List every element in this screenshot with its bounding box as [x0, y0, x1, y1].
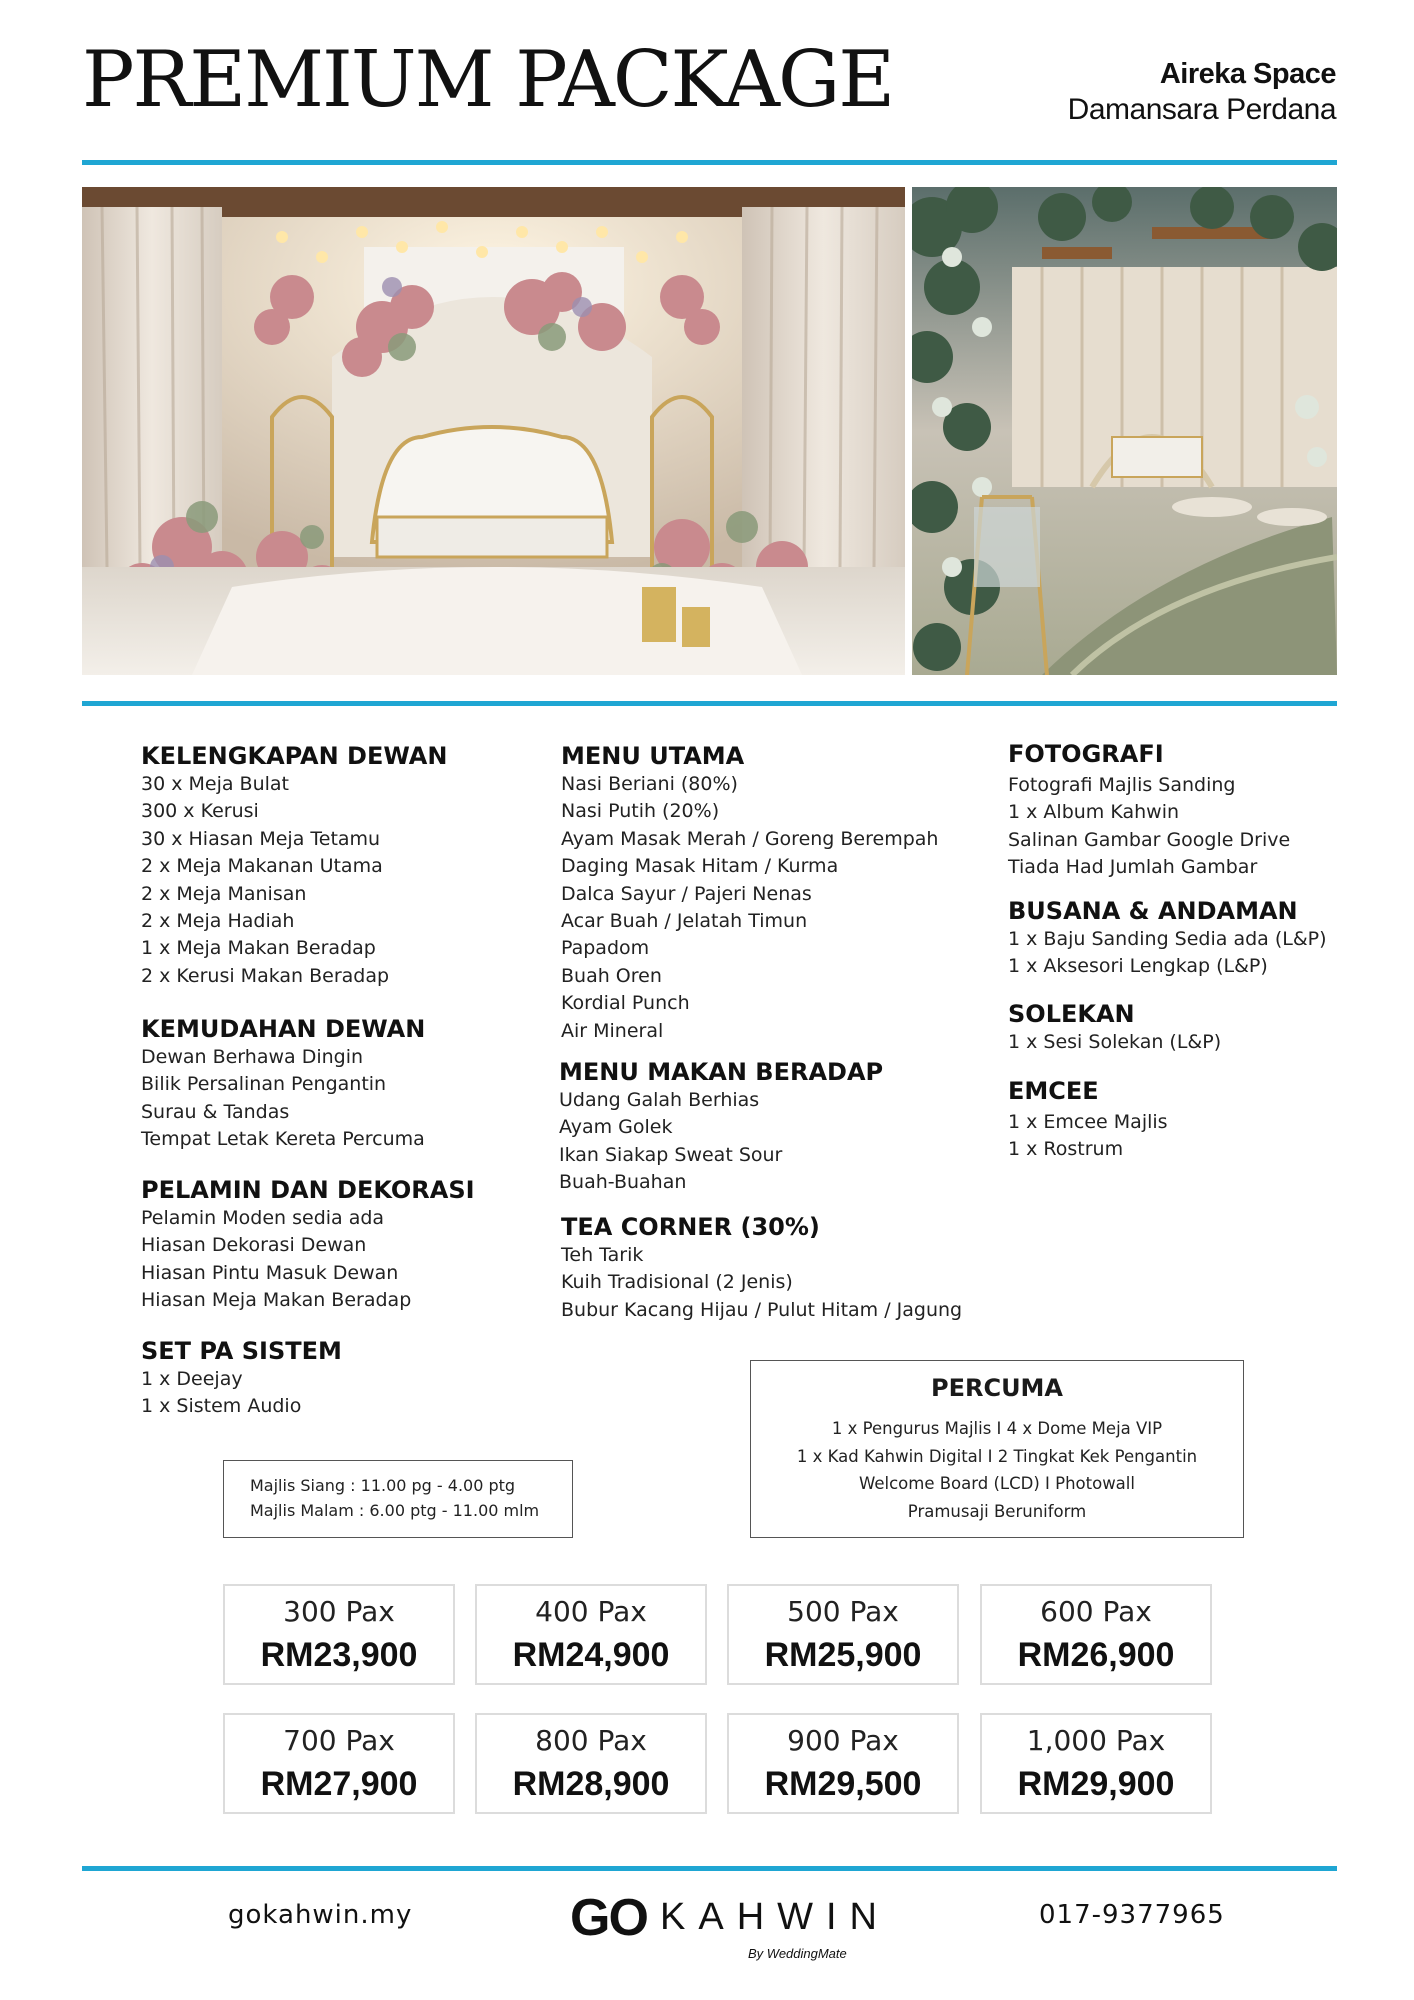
- section-solekan: [1008, 999, 1221, 1056]
- section-emcee: [1008, 1076, 1168, 1164]
- phone-number[interactable]: 017-9377965: [1039, 1900, 1225, 1930]
- section-heading: MENU MAKAN BERADAP: [559, 1058, 884, 1086]
- section-busana-andaman: [1008, 896, 1327, 981]
- price-card: [475, 1713, 707, 1814]
- item-list: [141, 1205, 475, 1315]
- list-item: Daging Masak Hitam / Kurma: [561, 855, 839, 878]
- list-item: Buah Oren: [561, 964, 662, 987]
- percuma-line: Welcome Board (LCD) I Photowall: [859, 1474, 1135, 1493]
- price-card: [475, 1584, 707, 1685]
- section-fotografi: [1008, 739, 1290, 882]
- top-divider: [82, 160, 1337, 165]
- wedding-hall-photo: [912, 187, 1337, 675]
- list-item: Salinan Gambar Google Drive: [1008, 828, 1291, 851]
- section-heading: SOLEKAN: [1008, 1000, 1135, 1028]
- wedding-hall-illustration: [912, 187, 1337, 675]
- percuma-line: 1 x Kad Kahwin Digital I 2 Tingkat Kek Pengantin: [796, 1446, 1198, 1466]
- list-item: Ayam Masak Merah / Goreng Berempah: [561, 827, 939, 850]
- item-list: [561, 1242, 962, 1324]
- list-item: Dalca Sayur / Pajeri Nenas: [561, 882, 812, 905]
- item-list: [1008, 772, 1290, 882]
- price-amount: RM29,900: [1017, 1765, 1175, 1803]
- percuma-box: [750, 1360, 1244, 1538]
- price-card: [223, 1713, 455, 1814]
- bottom-divider: [82, 1866, 1337, 1871]
- price-pax: 1,000 Pax: [1026, 1724, 1166, 1757]
- list-item: Hiasan Meja Makan Beradap: [141, 1289, 412, 1312]
- section-kemudahan-dewan: [141, 1014, 425, 1154]
- price-pax: 400 Pax: [535, 1595, 647, 1628]
- venue-name: Aireka Space: [1159, 58, 1336, 90]
- list-item: Udang Galah Berhias: [559, 1089, 760, 1111]
- event-hours-box: [223, 1460, 573, 1538]
- list-item: 1 x Deejay: [141, 1368, 243, 1390]
- price-pax: 900 Pax: [787, 1724, 899, 1757]
- list-item: Fotografi Majlis Sanding: [1008, 774, 1236, 796]
- list-item: Kuih Tradisional (2 Jenis): [561, 1271, 793, 1294]
- item-list: [1008, 1109, 1168, 1164]
- section-heading: EMCEE: [1008, 1077, 1099, 1105]
- price-amount: RM23,900: [260, 1636, 418, 1674]
- section-heading: SET PA SISTEM: [141, 1337, 342, 1365]
- list-item: 1 x Rostrum: [1008, 1138, 1124, 1161]
- price-card: [223, 1584, 455, 1685]
- price-card: [727, 1584, 959, 1685]
- price-card: [980, 1584, 1212, 1685]
- list-item: 1 x Meja Makan Beradap: [141, 937, 376, 960]
- list-item: 2 x Meja Manisan: [141, 882, 307, 905]
- list-item: 1 x Sistem Audio: [141, 1395, 302, 1418]
- list-item: Acar Buah / Jelatah Timun: [561, 910, 808, 933]
- section-heading: TEA CORNER (30%): [561, 1213, 820, 1241]
- list-item: Bubur Kacang Hijau / Pulut Hitam / Jagung: [561, 1298, 963, 1321]
- list-item: 2 x Meja Makanan Utama: [141, 855, 383, 878]
- list-item: 30 x Meja Bulat: [141, 773, 289, 795]
- venue-block: [1068, 58, 1336, 127]
- middle-divider: [82, 701, 1337, 706]
- item-list: [141, 1366, 342, 1421]
- website-link[interactable]: gokahwin.my: [228, 1900, 413, 1930]
- list-item: Tempat Letak Kereta Percuma: [141, 1128, 425, 1151]
- price-pax: 700 Pax: [283, 1724, 395, 1757]
- section-heading: MENU UTAMA: [561, 742, 745, 770]
- list-item: 300 x Kerusi: [141, 800, 259, 823]
- price-pax: 800 Pax: [535, 1724, 647, 1757]
- gokahwin-logo: [570, 1889, 890, 1961]
- page-title: PREMIUM PACKAGE: [82, 35, 894, 125]
- list-item: 30 x Hiasan Meja Tetamu: [141, 827, 381, 850]
- price-amount: RM27,900: [260, 1765, 418, 1803]
- list-item: 2 x Meja Hadiah: [141, 910, 295, 933]
- section-menu-makan-beradap: [559, 1057, 883, 1197]
- list-item: Kordial Punch: [561, 992, 690, 1015]
- price-amount: RM29,500: [764, 1765, 922, 1803]
- list-item: Pelamin Moden sedia ada: [141, 1207, 385, 1229]
- price-pax: 500 Pax: [787, 1595, 899, 1628]
- section-heading: KEMUDAHAN DEWAN: [141, 1015, 426, 1043]
- section-tea-corner: [561, 1212, 962, 1324]
- list-item: 1 x Emcee Majlis: [1008, 1111, 1168, 1133]
- price-pax: 600 Pax: [1040, 1595, 1152, 1628]
- list-item: Ikan Siakap Sweat Sour: [559, 1143, 783, 1166]
- percuma-heading: PERCUMA: [930, 1374, 1064, 1402]
- price-amount: RM24,900: [512, 1636, 670, 1674]
- section-heading: FOTOGRAFI: [1008, 740, 1164, 768]
- list-item: 1 x Baju Sanding Sedia ada (L&P): [1008, 928, 1327, 950]
- price-card: [727, 1713, 959, 1814]
- section-kelengkapan-dewan: [141, 741, 447, 990]
- price-amount: RM26,900: [1017, 1636, 1175, 1674]
- item-list: [1008, 1029, 1221, 1056]
- price-pax: 300 Pax: [283, 1595, 395, 1628]
- logo-wordmark: KAHWIN: [660, 1896, 890, 1938]
- item-list: [561, 771, 938, 1045]
- item-list: [141, 771, 447, 990]
- logo-tagline: By WeddingMate: [748, 1946, 847, 1961]
- list-item: Nasi Beriani (80%): [561, 773, 738, 795]
- list-item: 1 x Aksesori Lengkap (L&P): [1008, 955, 1268, 978]
- section-heading: PELAMIN DAN DEKORASI: [141, 1176, 475, 1204]
- list-item: Hiasan Pintu Masuk Dewan: [141, 1261, 399, 1284]
- logo-go: GO: [570, 1889, 647, 1947]
- price-card: [980, 1713, 1212, 1814]
- section-heading: BUSANA & ANDAMAN: [1008, 897, 1298, 925]
- section-heading: KELENGKAPAN DEWAN: [141, 742, 448, 770]
- section-pelamin-dekorasi: [141, 1175, 475, 1315]
- section-menu-utama: [561, 741, 938, 1045]
- item-list: [141, 1044, 425, 1154]
- hours-day: Majlis Siang : 11.00 pg - 4.00 ptg: [250, 1476, 516, 1495]
- list-item: Buah-Buahan: [559, 1171, 687, 1194]
- percuma-line: 1 x Pengurus Majlis I 4 x Dome Meja VIP: [831, 1419, 1163, 1438]
- list-item: Ayam Golek: [559, 1116, 673, 1139]
- item-list: [1008, 926, 1327, 981]
- list-item: Surau & Tandas: [141, 1100, 290, 1123]
- wedding-stage-photo: [82, 187, 905, 675]
- venue-area: Damansara Perdana: [1067, 93, 1336, 126]
- list-item: Bilik Persalinan Pengantin: [141, 1073, 387, 1096]
- section-pa-sistem: [141, 1336, 342, 1421]
- price-amount: RM25,900: [764, 1636, 922, 1674]
- list-item: Tiada Had Jumlah Gambar: [1008, 856, 1258, 879]
- list-item: Hiasan Dekorasi Dewan: [141, 1234, 367, 1257]
- list-item: Teh Tarik: [561, 1244, 644, 1266]
- list-item: 1 x Sesi Solekan (L&P): [1008, 1031, 1222, 1053]
- list-item: Dewan Berhawa Dingin: [141, 1046, 364, 1068]
- percuma-list: [751, 1415, 1243, 1525]
- list-item: Papadom: [561, 937, 650, 960]
- item-list: [559, 1087, 883, 1197]
- hours-night: Majlis Malam : 6.00 ptg - 11.00 mlm: [250, 1501, 540, 1520]
- percuma-line: Pramusaji Beruniform: [907, 1501, 1087, 1521]
- wedding-stage-illustration: [82, 187, 905, 675]
- list-item: Nasi Putih (20%): [561, 800, 720, 823]
- list-item: 1 x Album Kahwin: [1008, 801, 1180, 824]
- list-item: 2 x Kerusi Makan Beradap: [141, 964, 390, 987]
- price-amount: RM28,900: [512, 1765, 670, 1803]
- list-item: Air Mineral: [561, 1019, 664, 1042]
